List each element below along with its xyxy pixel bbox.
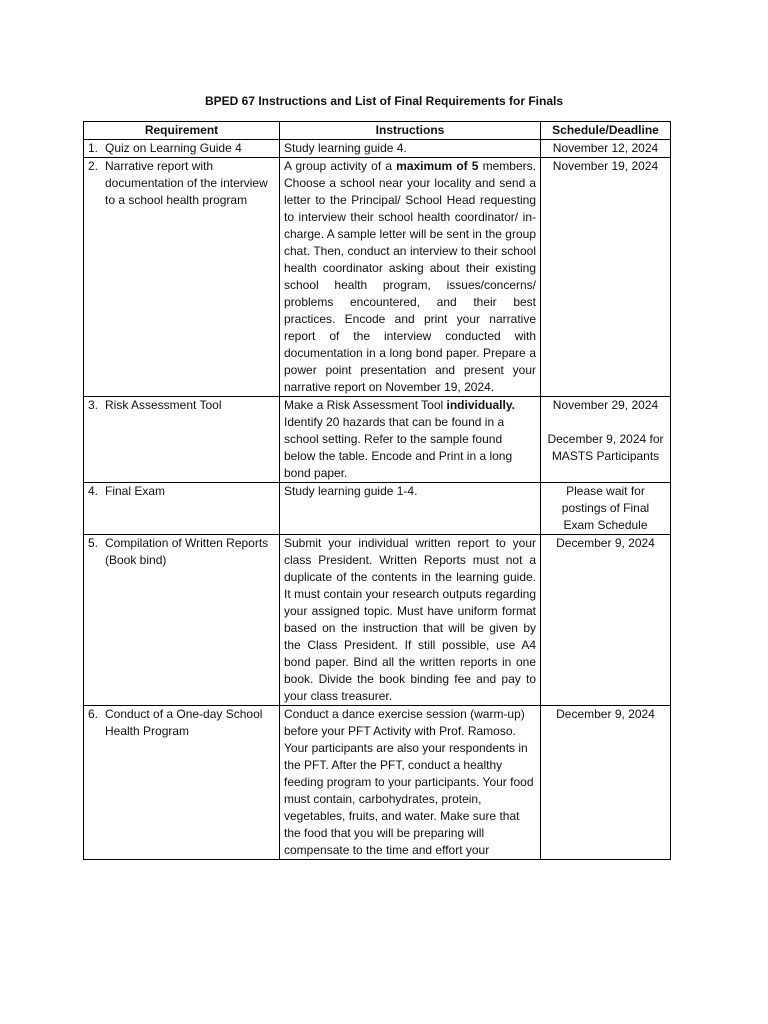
instructions-cell [280,535,541,706]
requirement-label: Risk Assessment Tool [105,398,222,412]
instructions-text-b: members. Choose a school near your locality and send a letter to the Principal/ School Head requesting to interview their school health coordinator/ in-charge. A sample letter will be sent in the group chat. Then, conduct an interview to their school health coordinator asking about their existing school health program, issues/concerns/ problems encountered, and their best practices. Encode and print your narrative report of the interview conducted with documentation in a long bond paper. Prepare a power point presentation and present your narrative report on November 19, 2024. [284,159,536,394]
table-row [84,535,671,706]
instructions-text: Study learning guide 4. [284,141,407,155]
instructions-cell [280,397,541,483]
instructions-text-bold: individually. [446,398,515,412]
instructions-text: Submit your individual written report to your class President. Written Reports must not a duplicate of the contents in the learning guide. It must contain your research outputs regarding your assigned topic. Must have uniform format based on the instruction that will be given by the Class President. If still possible, use A4 bond paper. Bind all the written reports in one book. Divide the book binding fee and pay to your class treasurer. [284,536,536,703]
deadline-text-secondary: December 9, 2024 for MASTS Participants [547,432,664,463]
deadline-text: December 9, 2024 [556,707,655,721]
instructions-text: Study learning guide 1-4. [284,484,418,498]
instructions-text-a: A group activity of a [284,159,397,173]
deadline-cell [541,140,671,158]
requirement-cell [84,397,280,483]
instructions-cell [280,706,541,860]
requirement-label: Final Exam [105,484,166,498]
table-row [84,140,671,158]
requirement-cell [84,140,280,158]
requirement-label: Quiz on Learning Guide 4 [105,141,242,155]
instructions-cell [280,483,541,535]
requirement-label: Compilation of Written Reports (Book bind) [105,536,269,567]
deadline-cell [541,483,671,535]
table-row [84,706,671,860]
requirement-number: 5. [88,536,99,550]
instructions-cell [280,140,541,158]
requirement-number: 4. [88,484,99,498]
instructions-text-b: Identify 20 hazards that can be found in a school setting. Refer to the sample found below the table. Encode and Print in a long bond paper. [284,415,513,480]
deadline-cell [541,158,671,397]
header-requirement: Requirement [84,122,280,140]
deadline-cell [541,706,671,860]
header-instructions: Instructions [280,122,541,140]
table-row [84,397,671,483]
instructions-text-bold: maximum of 5 [396,159,479,173]
requirements-table [83,121,671,860]
table-row [84,483,671,535]
requirement-number: 2. [88,159,99,173]
table-row [84,158,671,397]
requirement-number: 1. [88,141,99,155]
deadline-cell [541,397,671,483]
requirement-cell [84,483,280,535]
deadline-cell [541,535,671,706]
requirement-cell [84,706,280,860]
requirement-number: 6. [88,707,99,721]
instructions-cell [280,158,541,397]
document-title: BPED 67 Instructions and List of Final Requirements for Finals [204,94,564,108]
deadline-text: December 9, 2024 [556,536,655,550]
requirement-cell [84,158,280,397]
requirement-label: Conduct of a One-day School Health Program [105,707,263,738]
instructions-text-a: Make a Risk Assessment Tool [284,398,447,412]
header-deadline: Schedule/Deadline [541,122,671,140]
deadline-text: November 12, 2024 [552,141,659,155]
instructions-text: Conduct a dance exercise session (warm-up) before your PFT Activity with Prof. Ramoso. Your participants are also your respondents in the PFT. After the PFT, conduct a healthy feeding program to your participants. Your food must contain, carbohydrates, protein, vegetables, fruits, and water. Make sure that the food that you will be preparing will compensate to the time and effort your [284,707,534,857]
deadline-text: November 19, 2024 [552,159,659,173]
requirement-cell [84,535,280,706]
requirement-number: 3. [88,398,99,412]
requirement-label: Narrative report with documentation of the interview to a school health program [105,159,268,207]
deadline-text: Please wait for postings of Final Exam Schedule [561,484,650,532]
deadline-text: November 29, 2024 [552,398,659,412]
table-header-row [84,122,671,140]
